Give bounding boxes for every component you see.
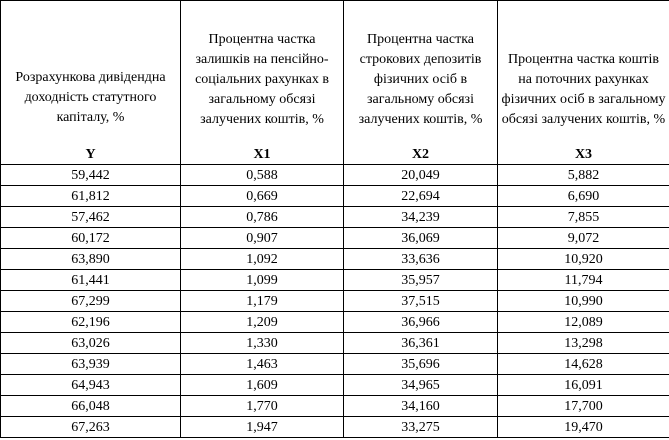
table-row <box>1 291 669 312</box>
table-cell: 34,160 <box>344 396 498 417</box>
table-cell: 5,882 <box>498 165 669 186</box>
table-cell: 59,442 <box>1 165 181 186</box>
table-cell: 61,441 <box>1 270 181 291</box>
table-cell: 36,966 <box>344 312 498 333</box>
table-cell: 0,669 <box>181 186 344 207</box>
table-cell: 63,939 <box>1 354 181 375</box>
table-cell: 10,920 <box>498 249 669 270</box>
header-variable-row <box>1 134 669 165</box>
header-x2-description: Процентна частка строкових депозитів фізичних осіб в загальному обсязі залучених коштів, % <box>344 1 498 135</box>
table-cell: 63,890 <box>1 249 181 270</box>
table-row <box>1 165 669 186</box>
table-cell: 57,462 <box>1 207 181 228</box>
table-cell: 1,770 <box>181 396 344 417</box>
table-row <box>1 228 669 249</box>
variable-y: Y <box>1 134 181 165</box>
table-cell: 33,275 <box>344 417 498 438</box>
table-cell: 36,069 <box>344 228 498 249</box>
table-row <box>1 375 669 396</box>
table-cell: 0,786 <box>181 207 344 228</box>
table-cell: 34,965 <box>344 375 498 396</box>
table-row <box>1 354 669 375</box>
table-cell: 1,609 <box>181 375 344 396</box>
variable-x3: X3 <box>498 134 669 165</box>
table-cell: 16,091 <box>498 375 669 396</box>
table-row <box>1 333 669 354</box>
table-cell: 1,947 <box>181 417 344 438</box>
table-cell: 20,049 <box>344 165 498 186</box>
table-cell: 66,048 <box>1 396 181 417</box>
table-cell: 35,957 <box>344 270 498 291</box>
table-row <box>1 396 669 417</box>
table-cell: 22,694 <box>344 186 498 207</box>
table-cell: 0,588 <box>181 165 344 186</box>
table-cell: 62,196 <box>1 312 181 333</box>
table-cell: 1,092 <box>181 249 344 270</box>
table-cell: 13,298 <box>498 333 669 354</box>
table-cell: 37,515 <box>344 291 498 312</box>
table-cell: 14,628 <box>498 354 669 375</box>
variable-x2: X2 <box>344 134 498 165</box>
table-cell: 67,299 <box>1 291 181 312</box>
table-cell: 1,099 <box>181 270 344 291</box>
header-x1-description: Процентна частка залишків на пенсійно-соціальних рахунках в загальному обсязі залучених коштів, % <box>181 1 344 135</box>
table-cell: 61,812 <box>1 186 181 207</box>
table-cell: 1,179 <box>181 291 344 312</box>
table-cell: 19,470 <box>498 417 669 438</box>
table-cell: 1,209 <box>181 312 344 333</box>
table-row <box>1 186 669 207</box>
header-y-description: Розрахункова дивідендна доходність статутного капіталу, % <box>1 1 181 135</box>
table-cell: 60,172 <box>1 228 181 249</box>
table-cell: 10,990 <box>498 291 669 312</box>
table-body <box>1 165 669 438</box>
table-cell: 36,361 <box>344 333 498 354</box>
table-cell: 67,263 <box>1 417 181 438</box>
table-cell: 7,855 <box>498 207 669 228</box>
table-cell: 35,696 <box>344 354 498 375</box>
table-cell: 1,463 <box>181 354 344 375</box>
header-description-row <box>1 1 669 135</box>
header-x3-description: Процентна частка коштів на поточних рахунках фізичних осіб в загальному обсязі залучених коштів, % <box>498 1 669 135</box>
table-cell: 34,239 <box>344 207 498 228</box>
table-row <box>1 207 669 228</box>
table-cell: 9,072 <box>498 228 669 249</box>
table-cell: 1,330 <box>181 333 344 354</box>
table-cell: 64,943 <box>1 375 181 396</box>
table-cell: 12,089 <box>498 312 669 333</box>
table-cell: 63,026 <box>1 333 181 354</box>
table-cell: 0,907 <box>181 228 344 249</box>
table-cell: 11,794 <box>498 270 669 291</box>
table-cell: 33,636 <box>344 249 498 270</box>
table-row <box>1 312 669 333</box>
table-cell: 6,690 <box>498 186 669 207</box>
table-cell: 17,700 <box>498 396 669 417</box>
table-row <box>1 417 669 438</box>
variable-x1: X1 <box>181 134 344 165</box>
table-row <box>1 270 669 291</box>
table-row <box>1 249 669 270</box>
